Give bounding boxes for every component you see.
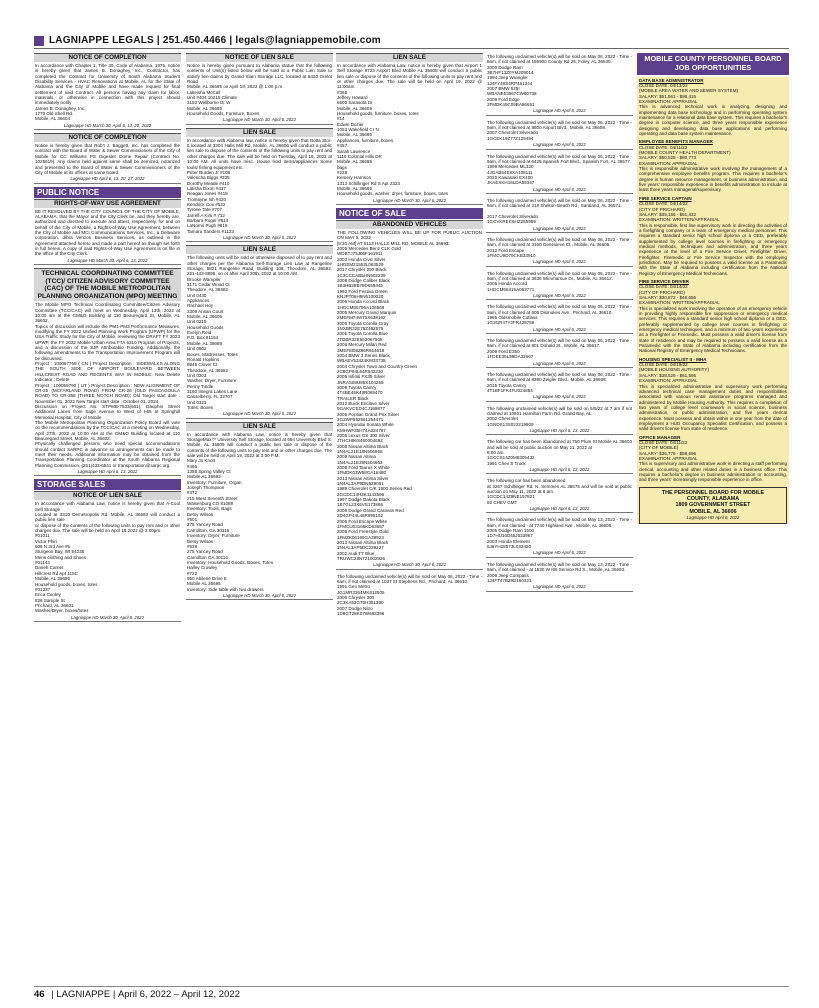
column-1 [34,53,181,950]
jobs-footer [639,487,787,524]
notice-body: The following unclaimed vehicle(s) will be sold on May 06, 2022 - Time - 9am, if not claimed at 509 Dismukes Ave., Prichard, AL 36610. 1985 Oldsmobile Cutlass 1G3GR47Y2FR428759 [487,304,632,326]
notice-signature: Lagniappe HD April 6, 2022 [486,292,633,300]
notice-body: BE IT RESOLVED BY THE CITY COUNCIL OF THE CITY OF MOBILE, ALABAMA, that the Mayor and the City Clerk be, and they hereby are, authorized and directed to execute and attest, respectively, for and on behalf of the City of Mobile, a Rights-of-Way Use Agreement, between the City of Mobile and MCI Communications Services, Inc., a Delaware corporation, d/b/a Verizon Business Services, as outlined in the Agreement attached hereto and made a part hereof as though set forth in full herein. A copy of said Rights-of-Way Use Agreement is on file in the office of the City Clerk. [35,208,180,257]
notice [186,53,333,125]
job-details: CLOSE DATE: 04/14/22 (CITY OF PRICHARD) SALARY: $35,156 - $51,432 EXAMINATION: WRITTEN/APPRAISAL [639,201,720,223]
notice-signature: Lagniappe HD April 6, 2022 [486,583,633,591]
job-details: CLOSE DATE: 04/11/22 (CITY OF MOBILE) SALARY: $36,776 - $58,696 EXAMINATION: APPRAISAL [639,439,698,461]
job-details: CLOSE DATE: 04/13/22 (MOBILE AREA WATER AND SEWER SYSTEM) SALARY: $61,561 - $98,415 EXAMINATION: APPRAISAL [639,82,739,104]
job-description: This is advanced technical work in analyzing, designing and implementing data base technology and in performing operating system maintenance for a relational data base system. This requires a bachelor's degree in computer science, and three years responsible experience designing and developing data base applications and performing operating and data base system maintenance. [639,104,787,137]
notice-body: The following unclaimed vehicle(s) will be sold on May 06, 2022 - Time - 9am, if not claimed at 186900 County Rd 26, Foley, AL 36535. 2000 Dodge Ram 3B7HF13Z0YM209014 1994 Jeep Wrangler 1J4FY49S4RP461344 2007 BMW 525I WBANE53567CW60738 2009 Ford Edge 2FMDK49C09BA86651 [487,54,632,108]
header-square-icon [34,36,44,46]
notice [486,197,633,233]
notice-signature: Lagniappe HD March 30, April 6, 2022 [186,234,333,242]
job-details: CLOSE DATE: 04/14/22 (CITY OF PRICHARD) SALARY: $30,872 - $46,656 EXAMINATION: WRITTEN/APPRAISAL [639,284,720,306]
notice [486,516,633,557]
notice-signature: Lagniappe HD April 6, 2022 [486,393,633,401]
notice [486,371,633,402]
job-listing [637,278,789,356]
notice-body: The following unclaimed vehicle(s) will be sold on May 06, 2022 - Time - 9am, if not claimed at 3636 Wimmarsue Dr., Mobile, AL 36612. 2005 Honda Accord 1HGCM56415A063771 [487,270,632,292]
notice-signature: Lagniappe HD April 6, 2022 [486,141,633,149]
notice-body: The following unclaimed vehicle(s) will be sold on May 06, 2022 - Time - 9am, if not claimed at 801 Donald St., Mobile, AL 36617. 2009 Ford E350 1FDEE35L99DA32667 [487,338,632,360]
notice-heading: NOTICE OF LIEN SALE [186,53,333,62]
job-title: EMPLOYEE BENEFITS MANAGER [639,139,713,145]
notice-signature: Lagniappe HD April 6, 2022 [486,360,633,368]
column-2 [186,53,333,950]
notice [486,119,633,150]
jobs-footer-signature: Lagniappe HD April 6, 2022 [686,514,740,520]
notice-body: The Mobile MPO Technical Coordinating Committee/Citizen Advisory Committee (TCC/CAC) will meet on Wednesday, April 13th, 2022 at 10:00 am at the GM&O Building at 110 Beauregard St, Mobile, AL 36602. Topics of discussion will include the PM1-PM3 Performance Measures, modifying the FY 2022 Unified Planning Work Program (UPWP) for the USA Traffic Study for the City of Mobile, reviewing the DRAFT FY 2023 UPWP, the FY 2022 Mobile Urban Area FTA 5310 Program of Projects, and a discussion of the SJP Attributable Funding. Additionally, the following amendments to the Transportation Improvement Program will be discussed: Project : 100067769 ( CN ) Project Description : SIDEWALKS ALONG THE SOUTH SIDE OF AIRPORT BOULEVARD BETWEEN HILLCREST ROAD AND REGENTS WAY IN MOBILE; New Delete Indicator : Delete Project : 100059790 ( UT ) Project Description : NEW ALIGNMENT OF CR-25 (MCFARLAND ROAD) FROM CR-28 (OLD PASCAGOULA ROAD) TO CR-358 (THREE NOTCH ROAD); Old Target start date : November 01, 2022 New Target start date : October 01, 2024 Discussion on Project No. STPMB-7533(601), Dauphin Street Additional Lanes from Sage Avenue to West of I-65 at Springhill Memorial Hospital, City of Mobile The Mobile Metropolitan Planning Organization Policy Board will vote on the recommendations by the TCC/CAC at a meeting on Wednesday, April 27th, 2022 at 10:00 AM at the GM&O Building located at 110 Beauregard Street, Mobile, AL 36602. Physically challenged persons who need special accommodations should contact SARPC in advance so arrangements can be made to meet their needs. Additional information may be obtained from the Transportation Planning Coordinator at the South Alabama Regional Planning Commission, (251)433-6541 or transportation@sarpc.org. [35,302,180,468]
job-title: HOUSING SPECIALIST II - MHA [639,356,707,362]
job-listing [637,434,789,485]
notice [34,199,181,265]
notice-heading: NOTICE OF LIEN SALE [34,491,181,500]
notice-signature: Lagniappe HD March 30, April 6, 13, 2022 [34,257,181,265]
footer-title: LAGNIAPPE [56,989,111,1000]
page-number: 46 [34,989,45,1000]
notice-body: The following unclaimed vehicle(s) will be sold on May 06, 2022 - Time - 9am, if not claimed at 3160 Genevieve Ct., Mobile, AL 36606. 2012 Ford Escape 1FMCU9D79CKB33910 [487,236,632,258]
notice-heading: TECHNICAL COORDINATING COMMITTEE (TCC)/ CITIZEN ADVISORY COMMITTEE (CAC) OF THE MOBILE METROPOLITAN PLANNING ORGANIZATION (MPO) MEETING [34,268,181,301]
notice-body: The following unclaimed vehicle(s) will be sold on May 13, 2022 - Time - 9am, if not claimed - at 7740 Highland Ave., Mobile, AL 36608. 2005 Dodge Ram 1500 1D7HU16D45J533967 2003 Honda Element 5J6YH28573L032450 [487,517,632,550]
notice-signature: Lagniappe HD April 6, 13, 2022 [486,466,633,474]
notice-heading: LIEN SALE [186,422,333,431]
notice-heading: NOTICE OF COMPLETION [34,53,181,62]
notice-signature: Lagniappe HD April 6, 2022 [486,549,633,557]
notice [486,438,633,474]
notice-group [186,53,333,600]
section-storage-sales: STORAGE SALES [34,479,181,490]
notice-signature: Lagniappe HD March 30, April 6, 2022 [186,410,333,418]
notice-body: The following car has been abandoned at 750 Plum St Mobile AL 36603 and will be sold at public auction on May 11, 2022 at 8:00 am. 1GCCS14Z0M8305432 1991 Chev S Truck [487,439,632,466]
notice-signature: Lagniappe HD April 6, 2022 [486,186,633,194]
notice-body: The following car has been abandoned at 3267 Schillinger Rd. N. Semmes AL 36575 and will be sold at public auction on May 11, 2022 at 8 am. 1GCDC14Z9NE157821 92 CHEV GMT [487,478,632,505]
jobs-heading: MOBILE COUNTY PERSONNEL BOARD JOB OPPORTUNITIES [637,53,789,75]
notice-body: THE FOLLOWING VEHICLES WILL BE UP FOR PUBLIC AUCTION ON MAY 5, 2022 [9:30 AM] AT 5113 HALLS MILL RD, MOBILE AL 36693: 2005 Mercedes Benz CLK Gold WDBTJ75J05F161911 2003 Honda Civic Silver 1HGEM21553L063529 2017 Chrysler 200 Black 1C3CCCAB5HN502239 2008 Dodge Caliber Black 1B3HB28B78D659445 1992 Ford Festiva Green KNJPT06H5N6100020 2006 Honda Accord Black 1HGCM56796A106969 2005 Mercury Grand Marquis 2MEFM74W75X638162 2005 Toyota Corolla Gray 1NXBR32E75Z462575 2005 Toyota Corolla Blue JTDBR32E552067508 2006 Mercury Milan Red 3MEFM08Z96R614618 2004 BMW 3 Series Black WBAEV53424KM33738 2004 Chrysler Town and Country Green 2C8GP64L64R542230 2005 Infiniti FX35 Silver JNRAS08U85X104255 2009 Toyota Camry 4T4BE46K49R069470 TRAILER Black 2012 Buick Enclave Silver 5GAKVCED4CJ169877 2006 Pontiac Grand Prix Silver 2G2WP552561264471 2004 Hyundai Sonata White KMHWF35H74A024767 2006 Lexus GS 300 Silver JTHCH96S460004692 2008 Nissan Altima Black 1N4AL21E18N506958 2009 Nissan Altima 1N4AL21E39N504663 2008 Ford Taurus X White 1FMDK03W58GA16480 2013 Nissan Altima Silver 1N4AL3AP9DN529051 1989 Chevrolet C/K 1500 Series Red 2GCDC14H3K1142596 1997 Dodge Dakota Black 1B7GL23X6VS173866 2006 Dodge Grand Caravan Red 2D4GP44L46R895162 2005 Ford Escape White 1FMCU03165KD63657 2005 Ford Freestyle Gold 1FMZK06165GA39923 2013 Nissan Altima Black 1N4AL3AP5DC229227 2002 Audi TT Blue TRUWC28N721002926 [337,229,482,561]
job-details: CLOSE DATE: 04/11/22 (MOBILE COUNTY HEALTH DEPARTMENT) SALARY: $50,525 - $80,773 EXAMINATION: APPRAISAL [639,144,731,166]
notice-group [34,199,181,477]
notice [486,53,633,116]
footer-separator: | [110,989,118,1000]
notice [486,236,633,267]
notice [34,268,181,476]
notice-heading: RIGHTS-OF-WAY USE AGREEMENT [34,199,181,208]
job-details: CLOSE DATE: 04/19/22 (MOBILE HOUSING AUTHORITY) SALARY: $38,529 - $61,595 EXAMINATION: APPRAISAL [639,362,709,384]
notice-body: In accordance with Alabama Law, notice is hereby given that StorageMax™ University Self Storage, located at 684 University Blvd S. Mobile, AL 36609 will conduct a public lien sale or dispose of the contents of the following units to pay rent and or other charges due. The sale will be held on April 19, 2022 at 3:00 P.M. Mary Jo Knott #466 1358 Spring Valley Ct Mobile AL 36693 Inventory: Furniture, Organ Joseph Thompson #472 215 West Seventh Street Walsenburg CO 81089 Inventory: Tools, Bags Betsy Wilson #501 275 Yancey Road Carrollton, GA 30116 Inventory: Dryer, Furniture Betsy Wilson #628 275 Yancey Road Carrollton GA 30116 Inventory: Household Goods, Boxes, Totes Hailey Crowley #722 950 Abilene Drive E Mobile AL 36695 Inventory: Side table with two drawers [187,431,332,592]
notice-group [34,53,181,184]
notice-heading: LIEN SALE [336,53,483,62]
notice-signature: Lagniappe HD March 30, April 6, 2022 [186,592,333,600]
notice-signature: Lagniappe HD March 30, April 6, 2022 [34,614,181,622]
notice [486,303,633,334]
notice-body: In accordance with Alabama Law, notice is hereby given that Airport 1 Self Storage 9723 Airport Blvd Mobile AL 36608 will conduct a public lien sale or dispose of the contents of the following units to pay rent and or other charges due. The sale will be held on April 19, 2022 @ 11:00am #365 Jeffery Howard 6505 Sarasota Dr Mobile, AL 36609 Household goods, furniture, boxes, totes #14 Edwin Dozier 1053 Wakefield Cr N Mobile, AL 36695 Appliances, furniture, boxes #457 Sarah Lawrence 1110 Colonial Hills DR Mobile, AL 36695 bags #229 Kemery Harrison 1313 Schillinger Rd S Apt 2323 Mobile, AL 36695 Household goods, washer, dryer, furniture, boxes, totes [337,63,482,197]
notice [186,422,333,601]
notice [34,491,181,622]
job-description: This is supervisory and administrative work in directing a staff performing clerical, accounting and other related duties in a business office. This requires a bachelor's degree in business administration or accounting, and three years' increasingly responsible experience in office. [639,461,787,483]
notice-heading: NOTICE OF COMPLETION [34,133,181,142]
job-listing [637,356,789,434]
notice [336,53,483,205]
job-description: This is specialized administrative and supervisory work performing advanced technical case management duties and responsibilities associated with various rental assistance programs managed and administered by Mobile Housing Authority. This requires a completion of two years of college level coursework in social science, business administration, or public administration, and five years clerical experience. Must possess and obtain within in one year from the date of employment a HUD Occupancy Specialist Certification, and possess a valid driver's license from state of residence. [639,383,787,432]
notice-signature: Lagniappe HD March 30, April 6, 13, 20, 2022 [34,122,181,130]
job-title: DATA BASE ADMINISTRATOR [639,77,704,83]
job-title: FIRE SERVICE CAPTAIN [639,195,692,201]
notice-signature: Lagniappe HD March 30, April 6, 2022 [336,561,483,569]
section-public-notice: PUBLIC NOTICE [34,187,181,198]
job-title: OFFICE MANAGER [639,434,681,440]
jobs-footer-address: THE PERSONNEL BOARD FOR MOBILE COUNTY, ALABAMA 1809 GOVERNMENT STREET MOBILE, AL 36606 [661,489,765,515]
job-listing [637,195,789,278]
notice [486,477,633,513]
notice [34,53,181,130]
job-listing [637,138,789,194]
notice-signature: Lagniappe HD April 6, 13, 20, 27, 2022 [34,175,181,183]
notice-body: In accordance with Alabama law, notice is hereby given that Botta Stor-It located at 3304 Halls Mill Rd, Mobile, AL 36606 will conduct a public lien sale to dispose of the contents of the following units to pay rent and other charges due. The sale will be held on Tuesday, April 19, 2022 at 10:00 AM. All units have misc. House hold items/appliances Some tools/ fishing equipment etc. Peter Burden Jr #105 Valencha Biggs #335 Dorothy Meade #410 Latisha Dixon #417 Reagan Jones #419 Tromayne Ish #420 Kendrick Cox #522 Tyrone Tate #707 Jarrell A Kirk # 712 Barbara Roger #814 LaNorris Pugh #819 Tamara Sanders #1123 [187,137,332,234]
notice-body: The following unclaimed vehicle(s) will be sold on 5/5/22 at 7 am if not claimed at 10801 Hamilton Farm Rd. Grand Bay, AL. 2002 Chevrolet 1GNDS13S022219909 [487,405,632,427]
footer-separator: | [48,989,57,1000]
footer-dates: April 6, 2022 – April 12, 2022 [117,989,240,1000]
notice-signature: Lagniappe HD April 6, 2022 [486,326,633,334]
notice [34,133,181,183]
jobs-list [637,77,789,525]
notice-signature: Lagniappe HD April 6, 2022 [486,258,633,266]
column-4 [486,53,633,963]
notice-body: The following unclaimed vehicle(s) will be sold on May 06, 2022 - Time - 9am, if not claimed at 1037 St Stephens Rd., Prichard, AL 36610. 1991 Geo Metro JG1MR3364MK612505 2006 Chrysler 300 2C3KA53G76H351380 2007 Dodge Nitro 1D8GT28K07W683396 [337,573,482,616]
job-listing [637,77,789,139]
page-header [34,33,789,49]
notice-signature: Lagniappe HD April 6, 13, 2022 [486,427,633,435]
notice-signature: Lagniappe HD April 6, 13, 2022 [34,468,181,476]
section-notice-of-sale: NOTICE OF SALE [336,208,483,219]
header-title: LAGNIAPPE LEGALS | 251.450.4466 | legals@lagniappemobile.com [49,35,381,46]
notice-signature: Lagniappe HD April 6, 13, 2022 [486,505,633,513]
notice-body: The following unclaimed vehicle(s) will be sold on May 06, 2022 - Time - 9am, if not claimed at 6425 Spanish Fort Blvd., Spanish Fort, AL 36577. 1999 Mercedes ML320 4JGAB54E8XA108111 2020 Kawasaki EX400 JKAEXKH16LDA59347 [487,153,632,186]
notice-heading: ABANDONED VEHICLES [336,220,483,229]
page-footer [34,986,789,1002]
notice-body: Notice is hereby given that Rob't J. Baggett, Inc. has completed the contract with the Board of Water & Sewer Commissioners of the City of Mobile for CC Williams PS Digester Dome Repair (Contract No. 1025619). Any claims held against same shall be itemized, notarized and presented to the Board of Water & Sewer Commissioners of the City of Mobile at its offices at same board. [35,143,180,175]
notice-body: The following unclaimed vehicle(s) will be sold on May 06, 2022 - Time - 9am, if not claimed at 8800 Airport Blvd., Mobile, AL 36608. 2007 Chevrolet Silverado 1GCEK19Z77Z129494 [487,119,632,141]
jobs-items [637,77,789,485]
notice [486,561,633,592]
notice-group [34,491,181,622]
notice [486,153,633,194]
notice-heading: LIEN SALE [186,128,333,137]
notice-body: In accordance with Alabama Law, notice is hereby given that A-Cool Self Storage Located at 3310 Demetropolis Rd. Mobile, AL 36693 will conduct a public lien sale or dispose of the contents of the following units to pay rent and or other charges due. The sale will be held on April 18,2022 @ 2:00pm. #01011 Victor Phiri 608 N 3rd Ave #5 Sturgeon Bay, WI 54235 Mens clothing and Shoes #01143 Daneh Carrier Hillcrest Rd Apt 115C Mobile, AL 36695 Household goods, boxes, totes #01337 Erica Cooley 836 Sample St Prichard, AL 36601 Washer/Dryer, boxes/totes [35,501,180,614]
notice-group [336,53,483,205]
notice [186,245,333,418]
notice-body: The following unclaimed vehicle(s) will be sold on May 06, 2022 - Time - 9am, if not claimed at 218 Shelton Beach Rd., Saraland, AL 36571. 2017 Chevrolet Silverado 1GCVKREC6HZ255959 [487,197,632,225]
notice-body: The following units will be sold or otherwise disposed of to pay rent and other charges per the Alabama Self-Storage Lien Law at Rangeline Storage, 5821 Rangeline Road, Building 108, Theodore, AL 36582, 251-443-8995, on or after April 20th, 2022 at 10:00 AM. Brooke Wampler 3171 Cedar Wood Ct Theodore, AL 36582 Unit 0430 Appliances Rachael Hoy 3309 Ansan Court Mobile, AL 36605 Unit 0215 Household Goods Evelyn Reid P.O. Box 81164 Mobile, AL 36689 Unit 0502 Boxes, Mattresses, Totes Ronald Hopkins 8945 Clover Ct Theodore, AL 36582 Unit 0203 Washer, Dryer, Furniture Penny Tindle 3160 Integra Lakes Lane Casselberry, FL 32707 Unit 0321 Totes, Boxes [187,255,332,410]
notice [486,270,633,301]
notice-signature: Lagniappe HD April 6, 2022 [486,107,633,115]
notice-signature: Lagniappe HD April 6, 2022 [486,225,633,233]
notice-group [486,53,633,592]
notice-signature: Lagniappe HD March 30, April 6, 2022 [336,197,483,205]
notice-body: Notice is hereby given pursuant to Alabama statue that the following contents of Unit(s) listed below will be sold at a Public Lien Sale to satisfy lien claims by Grand Slam Storage LLC, located at 6420 Grelot Road Mobile, AL 36695 on April 19, 2022 @ 1:00 p.m. Lakeisha McCall Unit #404 10215 Climate 3152 Wellborne Dr W Mobile, AL 36695 Household Goods, Furniture, Boxes [187,63,332,117]
notice-body: In accordance with Chapter 1, Title 39, Code of Alabama, 1975, notice is hereby given that James B. Donaghey, Inc., Contractor, has completed the Contract for University of South Alabama Student Disability Services - HVAC Renovations at Mobile, AL for the State of Alabama and the City of Mobile and have made request for final settlement of said Contract. All persons having any claim for labor, materials, or otherwise in connection with this project should immediately notify James B. Donaghey, Inc. 1770 Old Shell Rd. Mobile, AL 36604 [35,63,180,122]
notice [336,220,483,570]
job-description: This is responsible, first line supervisory work in directing the activities of a firefighting company or a team of emergency medical personnel. This requires a standard senior high school diploma or a GED, preferably supplemented by college level courses in firefighting or emergency medical methods, techniques and administration, and three years experience at the level of a Fire Service Driver, Firefighter Driver, Firefighter, Firemedic or Fire Service Inspector with the employing jurisdiction. May be required to possess a valid license as a Paramedic with the State of Alabama including certification from the National Registry of Emergency Medical Technicians. [639,222,787,276]
notice [486,405,633,436]
job-description: This is specialized work involving the operation of an emergency vehicle in providing highly responsible fire suppression or emergency medical services. This requires a standard senior high school diploma or a GED, preferably supplemented by college level courses in firefighting or emergency medical techniques, and a minimum of two years experience as a Firefighter or Firemedic. Must possess a valid driver's license from state of residence and may be required to possess a valid license as a Paramedic with the State of Alabama including certification from the National Registry of Emergency Medical Technicians. [639,305,787,354]
notice-signature: Lagniappe HD March 30, April 6, 2022 [186,116,333,124]
notice [336,573,483,617]
notice [186,128,333,243]
notice-body: The following unclaimed vehicle(s) will be sold on May 06, 2022 - Time - 9am, if not claimed at 8390 Zeigler Blvd., Mobile, AL 36608. 2015 Toyota Camry 4T1BF1FK4FU024854 [487,371,632,393]
notice [486,337,633,368]
notice-heading: LIEN SALE [186,245,333,254]
column-3 [336,53,483,950]
job-title: FIRE SERVICE DRIVER [639,278,689,284]
notice-body: The following unclaimed vehicle(s) will be sold on May 13, 2022 - Time - 9am, if not claimed - at 1530 W I65 Service Rd S., Mobile, AL 36693. 2009 Jeep Compass 1J4FT47B29D160221 [487,561,632,583]
column-5 [637,53,789,965]
job-description: This is responsible administrative work involving the management of a comprehensive employee benefits program. This requires a bachelor's degree in human resource management, or business administration, and five years' responsible experience in benefits administration to include at least three years managerial/supervisory. [639,166,787,193]
